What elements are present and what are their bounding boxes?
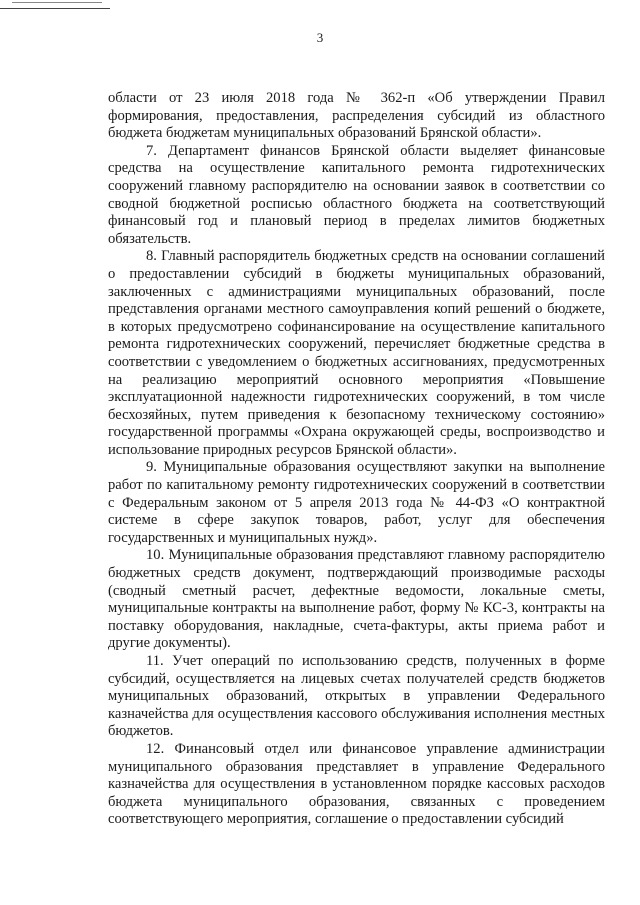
scan-edge-mark bbox=[0, 0, 110, 9]
paragraph-continuation: области от 23 июля 2018 года № 362-п «Об утверждении Правил формирования, предоставления, распределения субсидий из областного бюджета бюджетам муниципальных образований Брянской области». bbox=[108, 90, 605, 142]
paragraph-12: 12. Финансовый отдел или финансовое управление администрации муниципального образования представляет в управление Федерального казначейства для осуществления в установленном порядке кассовых расходов бюджета муниципального образования, связанных с проведением соответствующего мероприятия, соглашение о предоставлении субсидий bbox=[108, 740, 605, 828]
paragraph-8: 8. Главный распорядитель бюджетных средств на основании соглашений о предоставлении субсидий в бюджеты муниципальных образований, заключенных с администрациями муниципальных образований, после представления органами местного самоуправления копий решений о бюджете, в которых предусмотрено софинансирование на осуществление капитального ремонта гидротехнических сооружений, перечисляет бюджетные средства в соответствии с уведомлением о бюджетных ассигнованиях, предусмотренных на реализацию мероприятий основного мероприятия «Повышение эксплуатационной надежности гидротехнических сооружений, в том числе бесхозяйных, путем приведения к безопасному техническому состоянию» государственной программы «Охрана окружающей среды, воспроизводство и использование природных ресурсов Брянской области». bbox=[108, 248, 605, 458]
paragraph-10: 10. Муниципальные образования представляют главному распорядителю бюджетных средств документ, подтверждающий производимые расходы (сводный сметный расчет, дефектные ведомости, локальные сметы, муниципальные контракты на выполнение работ, форму № КС-3, контракты на поставку оборудования, накладные, счета-фактуры, акты приема работ и другие документы). bbox=[108, 547, 605, 652]
document-body bbox=[108, 90, 605, 829]
paragraph-7: 7. Департамент финансов Брянской области выделяет финансовые средства на осуществление капитального ремонта гидротехнических сооружений главному распорядителю на основании заявок в соответствии со сводной бюджетной росписью областного бюджета на соответствующий финансовый год и плановый период в пределах лимитов бюджетных обязательств. bbox=[108, 142, 605, 247]
paragraph-9: 9. Муниципальные образования осуществляют закупки на выполнение работ по капитальному ремонту гидротехнических сооружений в соответствии с Федеральным законом от 5 апреля 2013 года № 44-ФЗ «О контрактной системе в сфере закупок товаров, работ, услуг для обеспечения государственных и муниципальных нужд». bbox=[108, 459, 605, 546]
paragraph-11: 11. Учет операций по использованию средств, полученных в форме субсидий, осуществляется на лицевых счетах получателей средств бюджетов муниципальных образований, открытых в управлении Федерального казначейства для осуществления кассового обслуживания исполнения местных бюджетов. bbox=[108, 653, 605, 740]
page-number: 3 bbox=[316, 30, 324, 45]
